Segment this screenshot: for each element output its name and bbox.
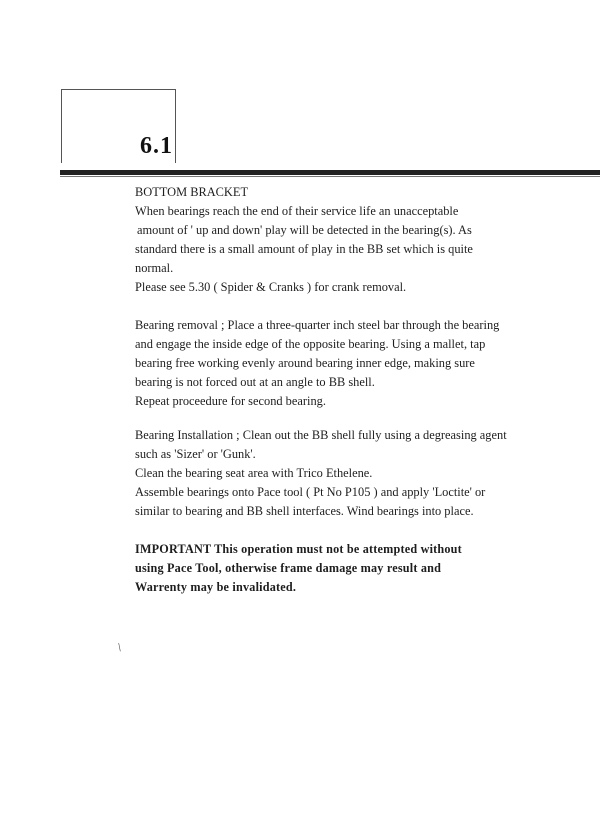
installation-line: Bearing Installation ; Clean out the BB shell fully using a degreasing agent xyxy=(135,428,507,442)
important-warning xyxy=(135,540,480,597)
installation-line: Assemble bearings onto Pace tool ( Pt No P105 ) and apply 'Loctite' or xyxy=(135,485,486,499)
section-number: 6.1 xyxy=(140,133,173,159)
scan-mark: / xyxy=(114,640,125,654)
intro-line: Please see 5.30 ( Spider & Cranks ) for crank removal. xyxy=(135,280,407,294)
header-rule-thin xyxy=(60,176,600,177)
removal-line: Repeat proceedure for second bearing. xyxy=(135,394,326,408)
intro-line: standard there is a small amount of play in the BB set which is quite xyxy=(135,242,473,256)
removal-line: Bearing removal ; Place a three-quarter inch steel bar through the bearing xyxy=(135,318,500,332)
intro-line: When bearings reach the end of their service life an unacceptable xyxy=(135,204,459,218)
warning-line: using Pace Tool, otherwise frame damage may result and xyxy=(135,561,442,575)
intro-line: normal. xyxy=(135,261,174,275)
installation-line: such as 'Sizer' or 'Gunk'. xyxy=(135,447,256,461)
warning-line: IMPORTANT This operation must not be attempted without xyxy=(135,542,462,556)
document-body xyxy=(135,183,507,597)
warning-line: Warrenty may be invalidated. xyxy=(135,580,297,594)
intro-line: amount of ' up and down' play will be detected in the bearing(s). As xyxy=(137,223,472,237)
removal-line: bearing is not forced out at an angle to BB shell. xyxy=(135,375,375,389)
installation-line: Clean the bearing seat area with Trico Ethelene. xyxy=(135,466,373,480)
removal-line: bearing free working evenly around bearing inner edge, making sure xyxy=(135,356,475,370)
section-heading: BOTTOM BRACKET xyxy=(135,185,249,199)
header-rule xyxy=(60,170,600,175)
removal-line: and engage the inside edge of the opposite bearing. Using a mallet, tap xyxy=(135,337,486,351)
installation-line: similar to bearing and BB shell interfaces. Wind bearings into place. xyxy=(135,504,474,518)
